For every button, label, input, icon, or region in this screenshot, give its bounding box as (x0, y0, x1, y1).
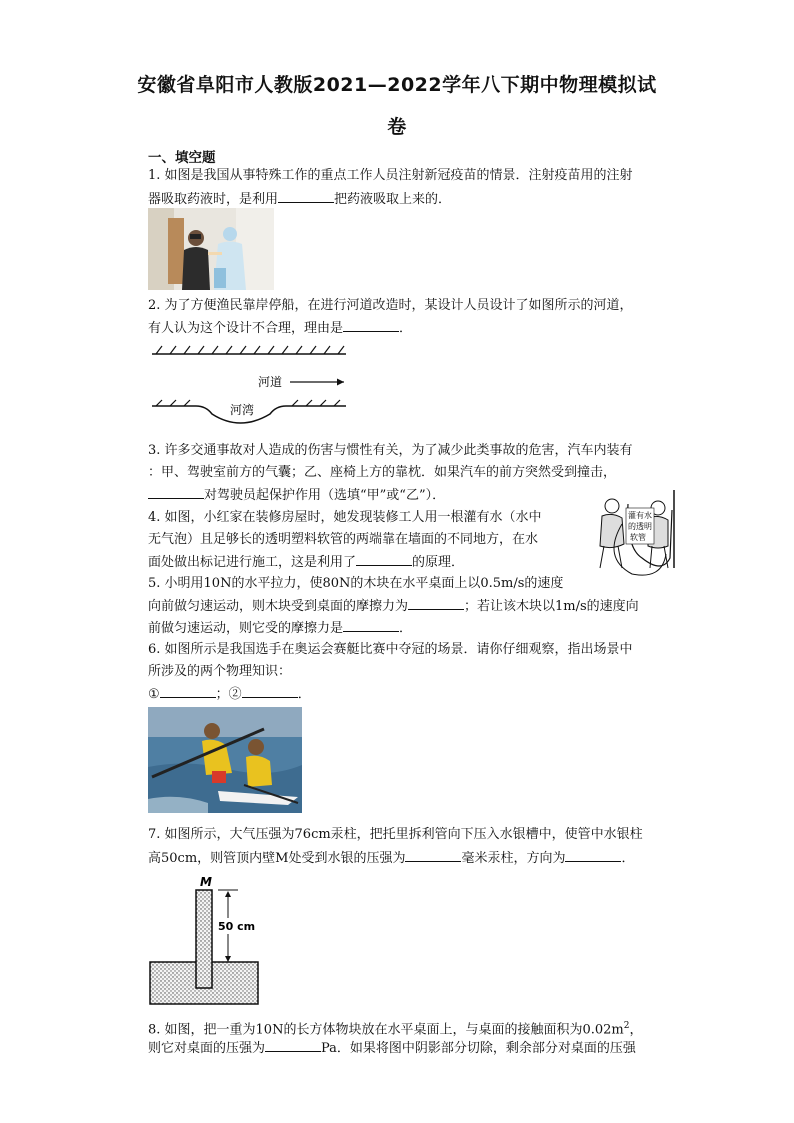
q2-line1: 2. 为了方便渔民靠岸停船，在进行河道改造时，某设计人员设计了如图所示的河道， (148, 298, 633, 313)
hose-level-drawing (592, 488, 698, 580)
answer-blank[interactable] (408, 597, 464, 610)
q6-line3: ① ；② ． (148, 687, 311, 702)
answer-blank[interactable] (343, 619, 399, 632)
exam-title-line1: 安徽省阜阳市人教版2021—2022学年八下期中物理模拟试 (137, 74, 657, 96)
torricelli-tube-diagram (148, 872, 262, 1006)
q6-line2: 所涉及的两个物理知识： (148, 664, 292, 679)
q3-line1: 3. 许多交通事故对人造成的伤害与惯性有关，为了减少此类事故的危害，汽车内装有 (148, 443, 633, 458)
q8-line2: 则它对桌面的压强为 Pa．如果将图中阴影部分切除，剩余部分对桌面的压强 (148, 1041, 636, 1056)
river-diagram (148, 340, 350, 430)
hose-label-2: 的透明 (628, 522, 652, 531)
q4-line3: 面处做出标记进行施工，这是利用了 的原理． (148, 555, 465, 570)
q7-line2: 高50cm，则管顶内壁M处受到水银的压强为 毫米汞柱，方向为 ． (148, 851, 635, 866)
q2-line2: 有人认为这个设计不合理，理由是 ． (148, 321, 413, 336)
answer-blank[interactable] (278, 190, 334, 203)
bay-label: 河湾 (230, 403, 255, 417)
q5-line1: 5. 小明用10N的水平拉力，使80N的木块在水平桌面上以0.5m/s的速度 (148, 576, 564, 591)
rowing-photo (148, 707, 302, 813)
answer-blank[interactable] (356, 553, 412, 566)
q1-line2: 器吸取药液时，是利用 把药液吸取上来的． (148, 192, 452, 207)
vaccine-photo (148, 208, 274, 290)
section-heading: 一、填空题 (148, 150, 216, 166)
answer-blank[interactable] (148, 486, 204, 499)
answer-blank[interactable] (565, 849, 621, 862)
hose-label-3: 软管 (630, 533, 646, 542)
q3-line3: 对驾驶员起保护作用（选填“甲”或“乙”）． (148, 486, 445, 505)
exam-title-line2: 卷 (387, 116, 407, 138)
point-m-label: M (200, 875, 212, 889)
hose-label-1: 灌有水 (628, 511, 652, 520)
q3-line2: ：甲、驾驶室前方的气囊；乙、座椅上方的靠枕．如果汽车的前方突然受到撞击， (148, 465, 617, 480)
q4-line2: 无气泡）且足够长的透明塑料软管的两端靠在墙面的不同地方，在水 (148, 532, 539, 547)
q4-line1: 4. 如图，小红家在装修房屋时，她发现装修工人用一根灌有水（水中 (148, 510, 542, 525)
q6-line1: 6. 如图所示是我国选手在奥运会赛艇比赛中夺冠的场景．请你仔细观察，指出场景中 (148, 642, 633, 657)
answer-blank[interactable] (343, 319, 399, 332)
q5-line2: 向前做匀速运动，则木块受到桌面的摩擦力为 ；若让该木块以1m/s的速度向 (148, 599, 639, 614)
answer-blank[interactable] (405, 849, 461, 862)
river-label: 河道 (258, 375, 283, 389)
q5-line3: 前做匀速运动，则它受的摩擦力是 ． (148, 621, 413, 636)
q7-line1: 7. 如图所示，大气压强为76cm汞柱，把托里拆利管向下压入水银槽中，使管中水银柱 (148, 827, 643, 842)
answer-blank[interactable] (242, 685, 298, 698)
answer-blank[interactable] (265, 1039, 321, 1052)
q1-line1: 1. 如图是我国从事特殊工作的重点工作人员注射新冠疫苗的情景．注射疫苗用的注射 (148, 168, 633, 183)
q8-line1: 8. 如图，把一重为10N的长方体物块放在水平桌面上，与桌面的接触面积为$0.02m^2$， (148, 1021, 643, 1038)
answer-blank[interactable] (160, 685, 216, 698)
height-label: 50 cm (218, 920, 256, 933)
